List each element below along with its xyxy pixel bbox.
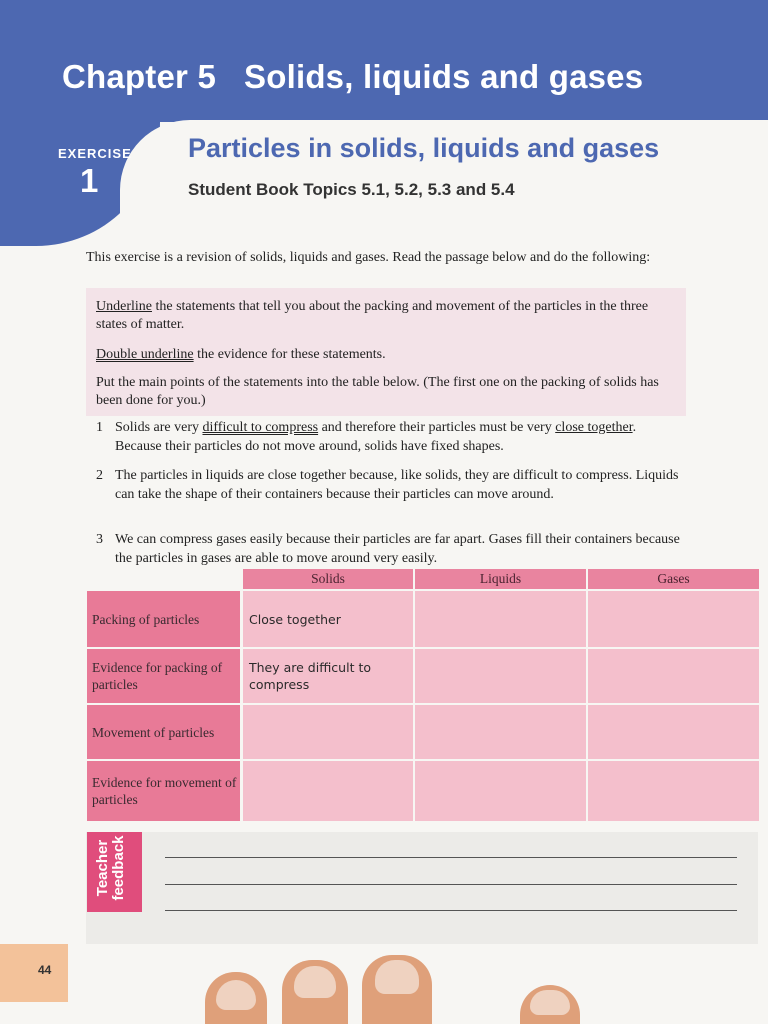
item-number: 1 (96, 420, 103, 435)
double-underline-keyword: Double underline (96, 347, 194, 362)
cell-movement-gases[interactable] (588, 705, 759, 759)
row-label-evidence-packing: Evidence for packing of particles (87, 649, 240, 703)
item-number: 3 (96, 532, 103, 547)
item-text-part: and therefore their particles must be very (318, 420, 556, 435)
cell-packing-solids[interactable]: Close together (243, 591, 413, 647)
topic-subtitle: Student Book Topics 5.1, 5.2, 5.3 and 5.4 (188, 180, 515, 199)
fingernail (375, 960, 419, 994)
double-underlined-phrase: difficult to compress (202, 420, 319, 435)
underline-keyword: Underline (96, 299, 152, 314)
cell-evidence-movement-gases[interactable] (588, 761, 759, 821)
cell-evidence-movement-solids[interactable] (243, 761, 413, 821)
chapter-name: Solids, liquids and gases (244, 58, 644, 95)
fingernail (294, 966, 336, 998)
cell-movement-liquids[interactable] (415, 705, 586, 759)
row-label-movement: Movement of particles (87, 705, 240, 759)
column-header-gases: Gases (588, 569, 759, 589)
intro-text: This exercise is a revision of solids, liquids and gases. Read the passage below and do the following: (86, 250, 651, 265)
cell-packing-gases[interactable] (588, 591, 759, 647)
cell-evidence-packing-gases[interactable] (588, 649, 759, 703)
column-header-solids: Solids (243, 569, 413, 589)
item-text-part: Solids are very (115, 420, 203, 435)
summary-table (87, 569, 759, 821)
instruction-double-underline-text: the evidence for these statements. (193, 347, 386, 362)
column-header-liquids: Liquids (415, 569, 586, 589)
instruction-underline-text: the statements that tell you about the packing and movement of the particles in the three states of matter. (96, 299, 649, 332)
exercise-label: EXERCISE (58, 146, 132, 161)
chapter-number: Chapter 5 (62, 58, 217, 95)
feedback-line[interactable] (165, 910, 737, 911)
page-number: 44 (38, 963, 52, 977)
instruction-table: Put the main points of the statements into the table below. (The first one on the packing of solids has been done for you.) (96, 375, 659, 408)
feedback-line[interactable] (165, 884, 737, 885)
feedback-label: Teacher feedback (94, 835, 127, 901)
exercise-number: 1 (80, 162, 99, 199)
feedback-line[interactable] (165, 857, 737, 858)
row-label-packing: Packing of particles (87, 591, 240, 647)
feedback-tab (87, 832, 142, 912)
cell-packing-liquids[interactable] (415, 591, 586, 647)
instruction-double-underline (96, 346, 681, 364)
page-number-tab (0, 944, 68, 1002)
cell-evidence-packing-liquids[interactable] (415, 649, 586, 703)
row-label-evidence-movement: Evidence for movement of particles (87, 761, 240, 821)
chapter-title (62, 58, 643, 96)
cell-movement-solids[interactable] (243, 705, 413, 759)
fingernail (530, 990, 570, 1015)
item-text: The particles in liquids are close together because, like solids, they are difficult to compress. Liquids can take the shape of their containers because their particles can move around. (115, 468, 679, 502)
item-number: 2 (96, 468, 103, 483)
underlined-phrase: close together (555, 420, 633, 435)
item-text-part: . Because their particles do not move around, solids have fixed shapes. (115, 420, 637, 454)
feedback-box (86, 832, 758, 944)
cell-evidence-packing-solids[interactable]: They are difficult to compress (243, 649, 413, 703)
cell-evidence-movement-liquids[interactable] (415, 761, 586, 821)
topic-title: Particles in solids, liquids and gases (188, 133, 660, 163)
item-text (115, 418, 685, 456)
instruction-underline (96, 298, 681, 334)
item-text: We can compress gases easily because their particles are far apart. Gases fill their containers because the particles in gases are able to move around very easily. (115, 532, 680, 566)
